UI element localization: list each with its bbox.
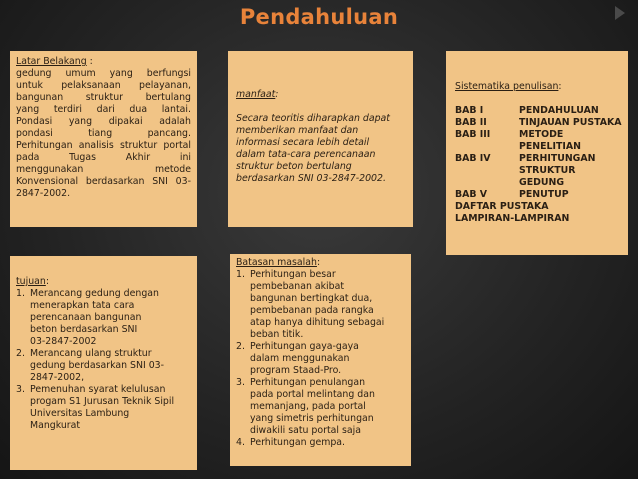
item-number: 1. bbox=[16, 288, 25, 299]
latar-belakang-box bbox=[10, 51, 197, 227]
manfaat-line: memberikan manfaat dan bbox=[236, 125, 359, 136]
item-line: gedung berdasarkan SNI 03- bbox=[30, 360, 165, 371]
sistematika-heading-suffix: : bbox=[558, 81, 562, 92]
tujuan-item bbox=[16, 384, 191, 432]
item-line: perencanaan bangunan bbox=[30, 312, 142, 323]
sistematika-heading-line bbox=[455, 81, 622, 93]
manfaat-line: dalam tata-cara perencanaan bbox=[236, 149, 376, 160]
manfaat-heading: manfaat bbox=[236, 89, 276, 100]
item-number: 4. bbox=[236, 437, 245, 448]
tujuan-heading-line bbox=[16, 276, 191, 288]
latar-line: 2847-2002. bbox=[16, 188, 71, 199]
sistematika-row bbox=[455, 105, 622, 117]
item-number: 2. bbox=[236, 341, 245, 352]
item-line: Merancang ulang struktur bbox=[30, 348, 152, 359]
tujuan-item bbox=[16, 348, 191, 384]
item-line: 03-2847-2002 bbox=[30, 336, 97, 347]
item-line: beton berdasarkan SNI bbox=[30, 324, 138, 335]
sistematika-heading: Sistematika penulisan bbox=[455, 81, 559, 92]
manfaat-box bbox=[228, 51, 413, 227]
sistematika-extra: DAFTAR PUSTAKA bbox=[455, 201, 549, 212]
item-line: pembebanan pada rangka bbox=[250, 305, 374, 316]
latar-line: Konvensional berdasarkan SNI 03- bbox=[16, 176, 191, 187]
bab-number bbox=[455, 165, 519, 189]
latar-line: Pondasi yang dipakai adalah bbox=[16, 116, 191, 127]
latar-line: Perhitungan analisis struktur portal bbox=[16, 140, 191, 151]
latar-line: gedung umum yang berfungsi bbox=[16, 68, 191, 79]
latar-line: yang terdiri dari dua lantai. bbox=[16, 104, 191, 115]
item-line: Perhitungan gempa. bbox=[250, 437, 346, 448]
item-line: pada portal melintang dan bbox=[250, 389, 375, 400]
item-line: diwakili satu portal saja bbox=[250, 425, 361, 436]
latar-line: pada Tugas Akhir ini bbox=[16, 152, 191, 163]
tujuan-box bbox=[10, 256, 197, 470]
batasan-heading-line bbox=[236, 257, 407, 269]
item-line: Universitas Lambung bbox=[30, 408, 130, 419]
sistematika-row bbox=[455, 117, 622, 129]
batasan-item bbox=[236, 437, 407, 449]
manfaat-heading-suffix: : bbox=[275, 89, 279, 100]
item-line: memanjang, pada portal bbox=[250, 401, 366, 412]
item-line: atap hanya dihitung sebagai bbox=[250, 317, 385, 328]
item-number: 1. bbox=[236, 269, 245, 280]
manfaat-line: Secara teoritis diharapkan dapat bbox=[236, 113, 390, 124]
tujuan-item bbox=[16, 288, 191, 348]
item-line: Merancang gedung dengan bbox=[30, 288, 159, 299]
bab-name: TINJAUAN PUSTAKA bbox=[519, 117, 622, 128]
manfaat-heading-line bbox=[236, 89, 407, 101]
item-line: bangunan bertingkat dua, bbox=[250, 293, 373, 304]
bab-name: METODE PENELITIAN bbox=[519, 129, 581, 152]
item-line: Pemenuhan syarat kelulusan bbox=[30, 384, 166, 395]
item-line: beban titik. bbox=[250, 329, 304, 340]
page-title: Pendahuluan bbox=[239, 5, 399, 29]
bab-name: PERHITUNGAN bbox=[519, 153, 596, 164]
batasan-box bbox=[230, 254, 411, 466]
sistematika-row bbox=[455, 153, 622, 165]
manfaat-line: berdasarkan SNI 03-2847-2002. bbox=[236, 173, 386, 184]
item-line: Perhitungan besar bbox=[250, 269, 336, 280]
latar-heading: Latar Belakang bbox=[16, 56, 87, 67]
bab-name: PENUTUP bbox=[519, 189, 569, 200]
bab-name: PENDAHULUAN bbox=[519, 105, 599, 116]
manfaat-line: struktur beton bertulang bbox=[236, 161, 352, 172]
item-line: menerapkan tata cara bbox=[30, 300, 135, 311]
item-line: Mangkurat bbox=[30, 420, 81, 431]
item-line: program Staad-Pro. bbox=[250, 365, 342, 376]
item-line: Perhitungan penulangan bbox=[250, 377, 366, 388]
latar-heading-line bbox=[16, 56, 191, 68]
manfaat-line: informasi secara lebih detail bbox=[236, 137, 370, 148]
sistematika-row bbox=[455, 189, 622, 201]
item-number: 3. bbox=[16, 384, 25, 395]
batasan-item bbox=[236, 269, 407, 341]
bab-number: BAB III bbox=[455, 129, 491, 140]
latar-line: untuk pelaksanaan pelayanan, bbox=[16, 80, 191, 91]
item-line: Perhitungan gaya-gaya bbox=[250, 341, 359, 352]
batasan-item bbox=[236, 341, 407, 377]
sistematika-box bbox=[446, 51, 628, 255]
item-line: progam S1 Jurusan Teknik Sipil bbox=[30, 396, 175, 407]
tujuan-heading-suffix: : bbox=[45, 276, 50, 287]
tujuan-heading: tujuan bbox=[16, 276, 46, 287]
bab-number: BAB I bbox=[455, 105, 484, 116]
batasan-heading: Batasan masalah bbox=[236, 257, 317, 268]
item-line: 2847-2002, bbox=[30, 372, 85, 383]
bab-number: BAB V bbox=[455, 189, 488, 200]
latar-line: menggunakan metode bbox=[16, 164, 191, 175]
item-line: yang simetris perhitungan bbox=[250, 413, 374, 424]
item-number: 2. bbox=[16, 348, 25, 359]
batasan-item bbox=[236, 377, 407, 437]
sistematika-row bbox=[455, 129, 622, 153]
bab-name: STRUKTUR GEDUNG bbox=[519, 165, 576, 188]
sistematika-row bbox=[455, 165, 622, 189]
item-line: dalam menggunakan bbox=[250, 353, 350, 364]
item-number: 3. bbox=[236, 377, 245, 388]
latar-heading-suffix: : bbox=[86, 56, 93, 67]
latar-line: pondasi tiang pancang. bbox=[16, 128, 191, 139]
bab-number: BAB IV bbox=[455, 153, 491, 164]
latar-line: bangunan struktur bertulang bbox=[16, 92, 191, 103]
sistematika-extra: LAMPIRAN-LAMPIRAN bbox=[455, 213, 570, 224]
batasan-heading-suffix: : bbox=[316, 257, 321, 268]
bab-number: BAB II bbox=[455, 117, 487, 128]
item-line: pembebanan akibat bbox=[250, 281, 345, 292]
